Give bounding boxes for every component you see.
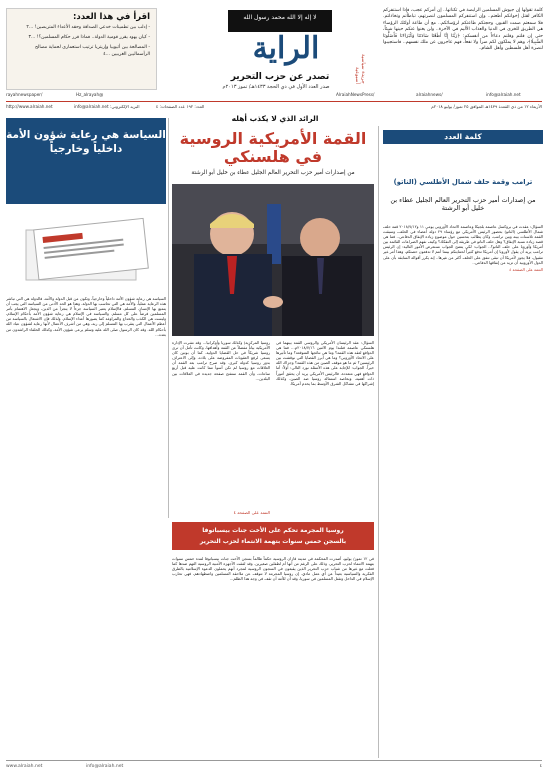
main-article-title[interactable] (172, 130, 374, 166)
in-this-issue-box (6, 8, 157, 90)
issue-date: الأربعاء ١٢ من ذي القعدة ١٤٣٩هـ الموافق ٢٥ تموز/ يوليو ٢٠١٨م (431, 104, 542, 109)
left-article-body: السياسة هي رعاية شؤون الأمة داخلياً وخارجياً، وتكون من قبل الدولة والأمة، فالدولة هي التي تباشر هذه الرعاية عملياً، والأمة هي التي تحاسب بها الدولة، وهذا هو الحد الأدنى من السياسة التي يجب أن يتمتع بها الإنسان المسلم، فالإسلام يعتبر السياسة جزءاً لا يتجزأ من الدين، ويجعل الاهتمام بأمر المسلمين فرضاً على كل مسلم. والسياسة في الإسلام هي رعاية شؤون الأمة بأحكام الإسلام، وليست هي الكذب والخداع والمراوغة كما يصورها أعداء الإسلام. ولذلك فإن الاشتغال بالسياسة من أعظم الأعمال التي يتقرب بها المسلم إلى ربه، وهي من أشرف الأعمال لأنها رعاية لشؤون عباد الله بأحكام الله. وقد كان الرسول صلى الله عليه وسلم يرعى شؤون الأمة، وكذلك الخلفاء الراشدون من بعده... (6, 296, 166, 337)
newspaper-stack-illustration (6, 206, 166, 292)
left-article-title[interactable]: السياسة هي رعاية شؤون الأمة داخلياً وخارجياً (6, 118, 166, 204)
website-link[interactable]: http://www.alraiah.net (6, 104, 53, 109)
facebook-link[interactable]: /rayahnewspaper (6, 92, 43, 97)
main-article-continued[interactable]: التتمة على الصفحة ٤ (233, 510, 270, 515)
footer-email[interactable]: info@alraiah.net (86, 764, 124, 769)
editorial-continued[interactable]: التتمة على الصفحة ٤ (509, 266, 543, 272)
meta-bar (6, 104, 542, 113)
youtube-link[interactable]: /alraiahnews (416, 92, 443, 97)
editorial-body (383, 224, 543, 710)
editorial-body-text: السؤال: عقدت في بروكسل عاصمة بلجيكا وعاصمة الاتحاد الأوروبي يومي ١١ و٢٠١٨/٧/١٢ قمة حلف شمال الأطلسي (الناتو) بحضور الرئيس الأمريكي مع رؤساء ٢٩ دولة أعضاء في الحلف، وسبقت القمة تلاسنات بينه وبين ترامب، وكان يطالب بتحسين حول موضوع زيادة الإنفاق الدفاعي.. فما هي قصة زيادة نسبة الإنفاق؟ وهل حلف الناتو في طريقه إلى التفكك؟ وكيف نفهم الصراعات القائمة بين أمريكا وأوروبا على حلف الناتو؟.. الجواب: لكي يتضح الجواب نستعرض الأمور التالية: إن الرئيس ترامب يريد أن يقول لأوروبا إن أمريكا تدفع كثيراً لحمايتكم بينما أنتم لا تدفعون حصتكم، وهذا أمر غير مقبول، فلا يجوز لأمريكا أن تبقى تنفق على الحلف أكثر من غيرها.. إنه يكرر أقواله السابقة بأن على الدول الأوروبية أن تزيد من إنفاقها الدفاعي.. (383, 224, 543, 265)
main-title-line2: في هلسنكي (223, 147, 323, 166)
issue-number: العدد: ١٩٢ عدد الصفحات: ٤ (156, 104, 205, 109)
meta-email: البريد الإلكتروني: info@alraiah.net (74, 104, 140, 109)
black-flag-banner (228, 10, 332, 32)
main-article-col1: السؤال: عقد الرئيسان الأمريكي والروسي القمة بينهما في هلسنكي عاصمة فنلندا يوم الاثنين ٢٠١٨/٧/١٦م... فما هي الدوافع لعقد هذه القمة؟ وما هي نتائجها المتوقعة؟ وما تأثيرها على الاتحاد الأوروبي؟ وما هي أبرز القضايا التي نوقشت بين الرئيسين؟ ثم ما هو موقف الصين من هذه القمة؟ وجزاك الله خيراً. الجواب: للإجابة على هذه الأسئلة نورد التالي: أولاً: أما الدوافع فهي متعددة، فالرئيس الأمريكي يريد أن يحقق أموراً ذات أهمية، وبخاصة استمالة روسيا ضد الصين، وكذلك إشراكها في مشاكل الشرق الأوسط بما يخدم أمريكا. (276, 340, 374, 386)
photo-illustration (172, 184, 374, 336)
footer-site[interactable]: www.alraiah.net (6, 764, 43, 769)
edition-line: صدر العدد الأول في ذي الحجة ١٤٣٣هـ/ تموز ٢٠١٣م (222, 84, 330, 90)
logo-sub: جريدة سياسية أسبوعية (354, 54, 366, 84)
main-article-subtitle: من إصدارات أمير حزب التحرير العالم الجليل عطاء بن خليل أبو الرشتة (191, 170, 355, 176)
email-link[interactable]: info@alraiah.net (486, 92, 521, 97)
logo-text: الراية (252, 31, 320, 66)
twitter-link[interactable]: @Hz_alrayah (76, 92, 104, 97)
flag-text: لا إله إلا الله محمد رسول الله (243, 14, 317, 21)
trump-putin-photo (172, 184, 374, 336)
editorial-section-title: كلمة العدد (383, 130, 543, 144)
bottom-article-body: في ١٢ تموز/ يوليو، أصدرت المحكمة في مدينة قازان الروسية حكماً ظالماً بسجن الأخت جنات بيسباتوفا لمدة خمس سنوات بتهمة الانتماء لحزب التحرير، وذلك على الرغم من أنها أم لطفلين صغيرين. وقد لفقت الأجهزة الأمنية الروسية التهم ضدها كما فعلت مع غيرها من شباب حزب التحرير الذين يقبعون في السجون الروسية لمجرد أنهم يحملون الدعوة الإسلامية بالطرق الفكرية والسياسية بعيداً عن أي عمل مادي. إن روسيا المجرمة لا تتوقف عن ملاحقة المسلمين واضطهادهم، فهي تحارب الإسلام في الداخل وتقتل المسلمين في سوريا، وقد آن للأمة أن تقف في وجه هذا الظلم... (172, 556, 374, 582)
header-divider (6, 101, 542, 102)
right-column-divider (378, 126, 379, 758)
issue-item-1[interactable]: - إدلب بين تطمينات خدعي الصداقة وحقد الأعداء المتربصين! ...٢ (26, 25, 150, 30)
editorial-headline[interactable]: ترامب وقمة حلف شمال الأطلسي (الناتو) (393, 178, 533, 186)
newspaper-icon (6, 206, 166, 292)
quran-excerpt: كلمة تقولها إن جيوش المسلمين الرابضة في ثكناتها.. إن أمركم عجب، فإذا استنفركم الكافر لقتل إخوانكم أطعتم.. وإن استنفركم المسلمون لنصرتهم، تباطأتم وتخاذلتم. فلا سمعتم صمت القبور، وحجتكم طاعتكم لرؤسائكم.. مع أن طاعة أولئك الرؤساء هي الطريق للخزي في الدنيا والعذاب الأليم في الآخرة.. ولن يغنوا عنكم حينها شيئاً، حتى إن قلتم وقلتم دعاءاً من أنفسكم: ﴿رَبَّنَا إِنَّا أَطَعْنَا سَادَتَنَا وَكُبَرَاءَنَا فَأَضَلُّونَا السَّبِيلَا﴾، وهم لا يملكون لكم ضراً ولا نفعاً، فهم عاجزون عن ملك نفسهم.. فاستجيبوا لنصرة أهل فلسطين وأهل الشام.. (383, 8, 543, 52)
bottom-title-line1: روسيا المجرمة تحكم على الأخت جنات بيسباتوفا (202, 527, 344, 534)
issuer-line: تصدر عن حزب التحرير (230, 72, 330, 82)
in-this-issue-title: اقرأ في هذا العدد: (72, 12, 150, 22)
slogan: الرائد الذي لا يكذب أهله (231, 114, 319, 123)
issue-item-2[interactable]: - كيان يهود يقرر قومية الدولة.. فماذا قرر حكام المسلمين؟! ...٣ (28, 34, 150, 40)
left-column-divider (168, 118, 169, 518)
instagram-link[interactable]: /AlraiahNewsPress (336, 92, 375, 97)
bottom-article-title[interactable] (172, 522, 374, 550)
main-article-col2: روسيا المركزية) وكذلك سوريا وأوكرانيا... وقد نشرت الإدارة الأمريكية بياناً مفصلاً عن القمة وأهدافها، وكانت تأمل أن ترى روسيا شريكاً في حل القضايا الدولية. كما أن بوتين كان يسعى لرفع العقوبات المفروضة على بلاده، وإلى الاعتراف بدور روسيا كدولة كبرى. وقد صرح ترامب بعد القمة أن العلاقات مع روسيا لم تكن أسوأ مما كانت عليه قبل أربع ساعات، وأن القمة ستفتح صفحة جديدة في العلاقات بين البلدين... (172, 340, 270, 381)
footer (6, 760, 542, 775)
page-number: ٤ (539, 764, 542, 769)
issue-item-3[interactable]: - المصالحة بين أثيوبيا وإريتريا ترتيب استعماري لحماية مصالح الرأسماليين الغربيين ...٤ (35, 44, 150, 58)
bottom-title-line2: بالسجن خمس سنوات بتهمة الانتماء لحزب التحرير (199, 538, 347, 545)
main-title-line1: القمة الأمريكية الروسية (179, 129, 367, 148)
editorial-subhead: من إصدارات أمير حزب التحرير العالم الجليل عطاء بن خليل أبو الرشتة (390, 196, 536, 212)
